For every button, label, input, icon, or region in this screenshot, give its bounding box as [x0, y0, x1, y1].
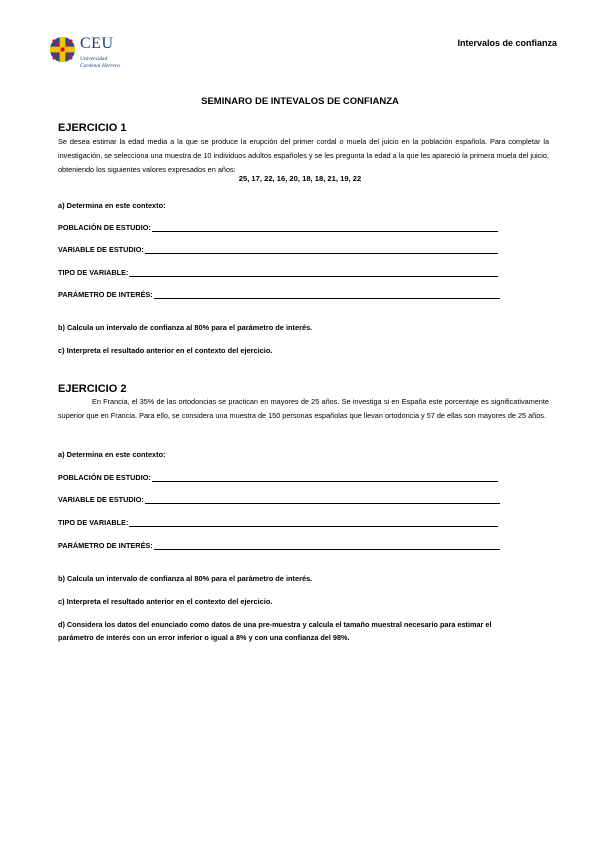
exercise-1-question-a: a) Determina en este contexto: — [58, 201, 166, 210]
field-label: VARIABLE DE ESTUDIO: — [58, 245, 144, 254]
field-label: VARIABLE DE ESTUDIO: — [58, 495, 144, 504]
exercise-1-variable-field[interactable] — [58, 245, 498, 254]
exercise-2-question-a: a) Determina en este contexto: — [58, 450, 166, 459]
field-label: TIPO DE VARIABLE: — [58, 268, 129, 277]
exercise-2-statement-block — [58, 395, 549, 423]
exercise-1-poblacion-field[interactable] — [58, 223, 498, 232]
exercise-2-statement: En Francia, el 35% de las ortodoncias se practican en mayores de 25 años. Se investiga si en España este porcentaje es significativamente superior que en Francia. Para ello, se considera una muestra de 150 personas españolas que llevan ortodoncia y 57 de ellas son mayores de 25 años. — [58, 397, 549, 420]
logo-line-2: Cardenal Herrera — [80, 63, 120, 69]
exercise-1-parametro-field[interactable] — [58, 290, 500, 299]
field-label: PARÁMETRO DE INTERÉS: — [58, 290, 153, 299]
field-label: TIPO DE VARIABLE: — [58, 518, 129, 527]
answer-line[interactable] — [152, 223, 498, 232]
answer-line[interactable] — [154, 290, 500, 299]
exercise-1-question-c: c) Interpreta el resultado anterior en el contexto del ejercicio. — [58, 346, 273, 355]
ceu-logo — [49, 33, 144, 73]
logo-line-1: Universidad — [80, 56, 108, 62]
exercise-1-values: 25, 17, 22, 16, 20, 18, 18, 21, 19, 22 — [238, 174, 362, 183]
field-label: POBLACIÓN DE ESTUDIO: — [58, 473, 151, 482]
exercise-1-heading: EJERCICIO 1 — [58, 122, 127, 134]
exercise-2-parametro-field[interactable] — [58, 541, 500, 550]
answer-line[interactable] — [145, 245, 498, 254]
answer-line[interactable] — [129, 268, 498, 277]
exercise-1-question-b: b) Calcula un intervalo de confianza al 80% para el parámetro de interés. — [58, 323, 313, 332]
document-title: SEMINARO DE INTEVALOS DE CONFIANZA — [201, 96, 399, 107]
exercise-2-variable-field[interactable] — [58, 495, 500, 504]
section-title: Intervalos de confianza — [457, 38, 557, 48]
answer-line[interactable] — [154, 541, 500, 550]
logo-brand-text: CEU — [80, 35, 114, 52]
ceu-emblem-icon — [49, 36, 76, 63]
field-label: POBLACIÓN DE ESTUDIO: — [58, 223, 151, 232]
answer-line[interactable] — [152, 473, 498, 482]
answer-line[interactable] — [145, 495, 500, 504]
field-label: PARÁMETRO DE INTERÉS: — [58, 541, 153, 550]
exercise-2-heading: EJERCICIO 2 — [58, 383, 127, 395]
exercise-2-poblacion-field[interactable] — [58, 473, 498, 482]
exercise-1-statement: Se desea estimar la edad media a la que se produce la erupción del primer cordal o muela del juicio en la población española. Para completar la investigación, se selecciona una muestra de 10 individuos adultos españoles y se les pregunta la edad a la que les apareció la primera muela del juicio, obteniendo los siguientes valores expresados en años: — [58, 137, 549, 174]
exercise-2-question-b: b) Calcula un intervalo de confianza al 80% para el parámetro de interés. — [58, 574, 313, 583]
exercise-2-tipo-field[interactable] — [58, 518, 498, 527]
exercise-2-question-c: c) Interpreta el resultado anterior en el contexto del ejercicio. — [58, 597, 273, 606]
exercise-2-question-d: d) Considera los datos del enunciado como datos de una pre-muestra y calcula el tamaño muestral necesario para estimar el parámetro de interés con un error inferior o igual a 8% y con una confianza del 98%. — [58, 620, 492, 642]
answer-line[interactable] — [129, 518, 498, 527]
exercise-1-tipo-field[interactable] — [58, 268, 498, 277]
